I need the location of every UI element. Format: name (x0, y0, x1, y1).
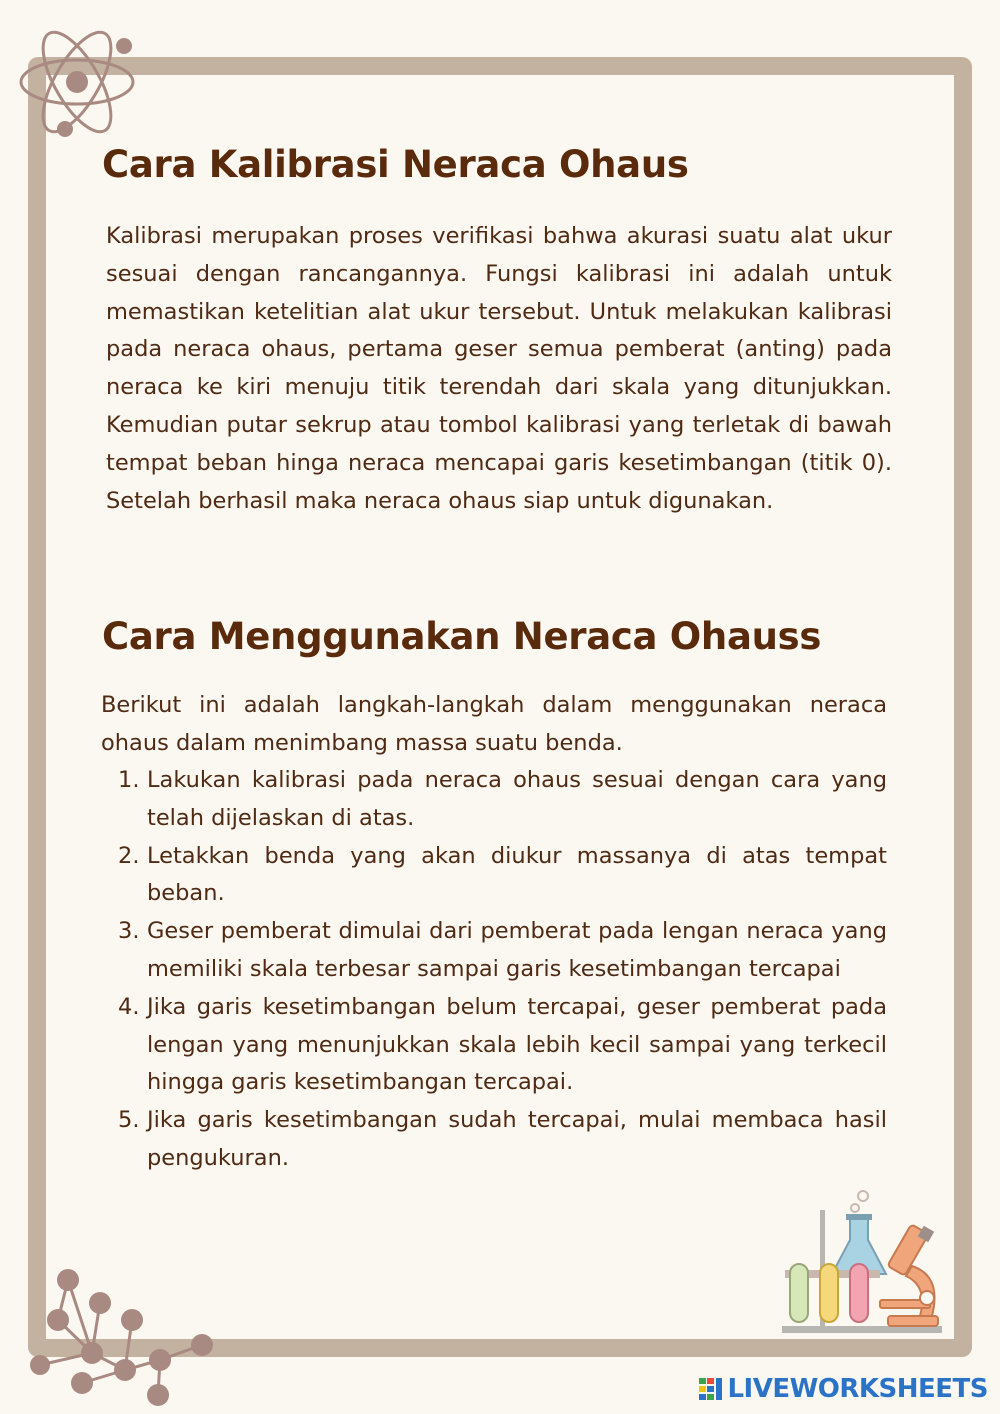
list-item (118, 913, 887, 989)
step-text: Lakukan kalibrasi pada neraca ohaus sesuai dengan cara yang telah dijelaskan di atas. (147, 767, 887, 831)
section2-intro: Berikut ini adalah langkah-langkah dalam menggunakan neraca ohaus dalam menimbang massa suatu benda. (101, 692, 887, 756)
step-text: Jika garis kesetimbangan belum tercapai, geser pemberat pada lengan yang menunjukkan skala lebih kecil sampai yang terkecil hingga garis kesetimbangan tercapai. (147, 993, 887, 1096)
liveworksheets-logo-icon (699, 1378, 723, 1400)
liveworksheets-logo-text: LIVEWORKSHEETS (727, 1374, 988, 1404)
section1-paragraph: Kalibrasi merupakan proses verifikasi bahwa akurasi suatu alat ukur sesuai dengan rancangannya. Fungsi kalibrasi ini adalah untuk memastikan ketelitian alat ukur tersebut. Untuk melakukan kalibrasi pada neraca ohaus, pertama geser semua pemberat (anting) pada neraca ke kiri menuju titik terendah dari skala yang ditunjukkan. Kemudian putar sekrup atau tombol kalibrasi yang terletak di bawah tempat beban hinga neraca mencapai garis kesetimbangan (titik 0). Setelah berhasil maka neraca ohaus siap untuk digunakan. (106, 223, 892, 514)
step-text: Geser pemberat dimulai dari pemberat pada lengan neraca yang memiliki skala terbesar sampai garis kesetimbangan tercapai (147, 918, 887, 982)
section2-title: Cara Menggunakan Neraca Ohauss (102, 615, 822, 658)
step-number: 2. (118, 842, 140, 869)
steps-list (118, 762, 887, 1178)
list-item (118, 762, 887, 838)
step-text: Letakkan benda yang akan diukur massanya di atas tempat beban. (147, 842, 887, 907)
atom-icon (10, 25, 145, 145)
lab-equipment-icon (780, 1188, 945, 1336)
step-number: 3. (118, 918, 140, 945)
list-item (118, 838, 887, 914)
step-number: 5. (118, 1107, 140, 1134)
step-number: 4. (118, 993, 140, 1020)
step-text: Jika garis kesetimbangan sudah tercapai, mulai membaca hasil pengukuran. (147, 1107, 887, 1171)
liveworksheets-logo[interactable] (699, 1374, 988, 1404)
section1-title: Cara Kalibrasi Neraca Ohaus (102, 143, 689, 186)
list-item (118, 989, 887, 1102)
list-item (118, 1102, 887, 1178)
molecule-icon (30, 1265, 220, 1410)
step-number: 1. (118, 767, 140, 793)
